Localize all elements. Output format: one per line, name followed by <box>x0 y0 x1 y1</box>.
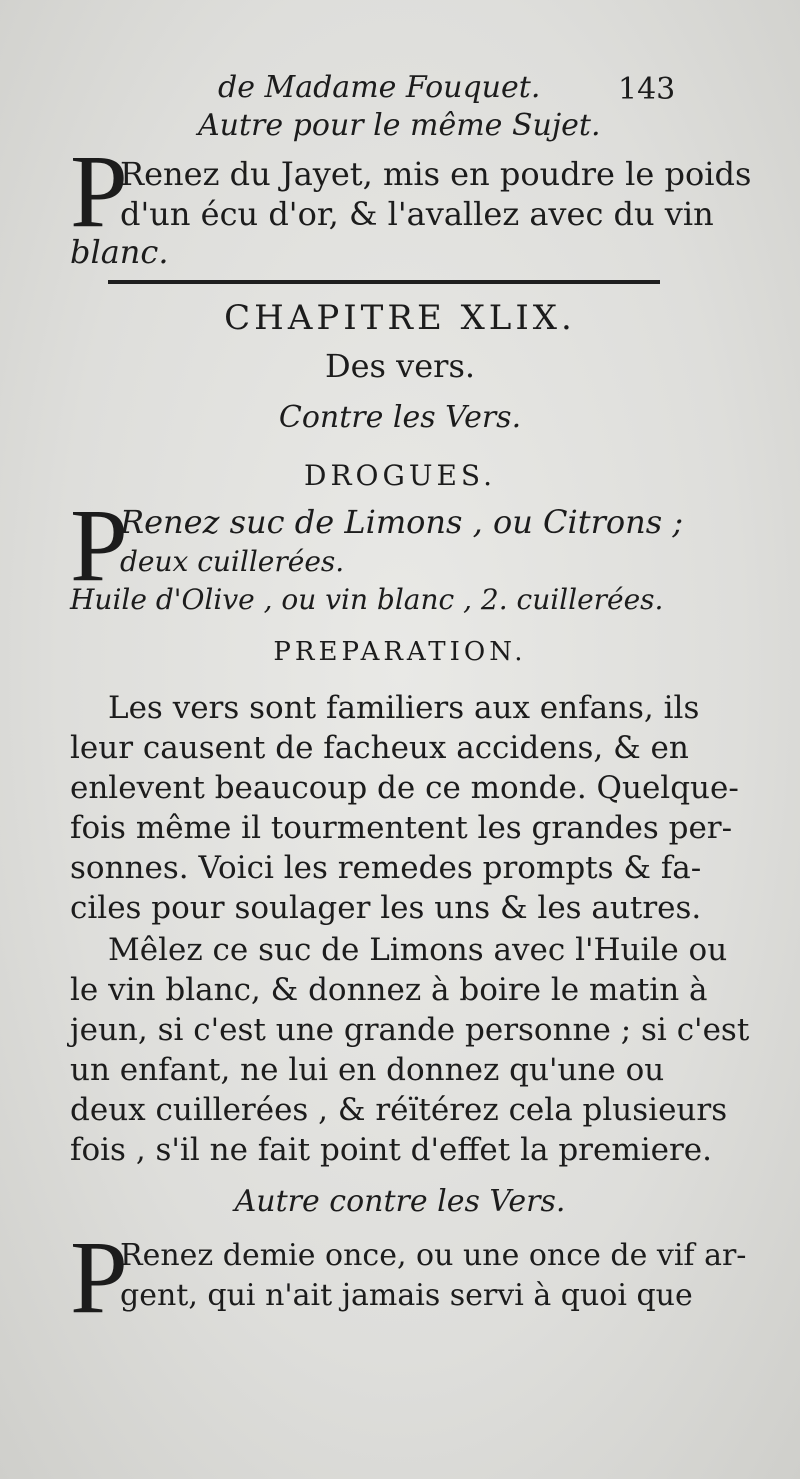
paragraph-line: Mêlez ce suc de Limons avec l'Huile ou <box>108 932 728 968</box>
running-title: de Madame Fouquet. <box>218 70 541 105</box>
chapter-subject: Des vers. <box>324 347 476 385</box>
text-line: d'un écu d'or, & l'avallez avec du vin <box>120 195 714 233</box>
drugs-heading: DROGUES. <box>304 459 496 492</box>
paragraph-line: le vin blanc, & donnez à boire le matin à <box>70 972 708 1008</box>
paragraph-line: Les vers sont familiers aux enfans, ils <box>108 690 700 726</box>
paragraph-line: enlevent beaucoup de ce monde. Quelque- <box>70 770 739 806</box>
paragraph-line: jeun, si c'est une grande personne ; si c'est <box>70 1012 750 1048</box>
text-line: blanc. <box>70 233 169 271</box>
paragraph-line: fois , s'il ne fait point d'effet la premiere. <box>70 1132 713 1168</box>
section-title: Autre pour le même Sujet. <box>198 108 601 143</box>
page-number: 143 <box>618 72 676 107</box>
paragraph-line: un enfant, ne lui en donnez qu'une ou <box>70 1052 665 1088</box>
paragraph-line: ciles pour soulager les uns & les autres. <box>70 890 702 926</box>
text-line: Renez demie once, ou une once de vif ar- <box>120 1238 747 1273</box>
drop-cap: P <box>70 1220 128 1335</box>
paragraph-line: deux cuillerées , & réïtérez cela plusieurs <box>70 1092 728 1128</box>
preparation-heading: PREPARATION. <box>273 637 527 667</box>
drug-line: Huile d'Olive , ou vin blanc , 2. cuillerées. <box>70 583 664 616</box>
paragraph-line: leur causent de facheux accidens, & en <box>70 730 689 766</box>
paragraph-line: fois même il tourmentent les grandes per- <box>70 810 733 846</box>
section-title: Autre contre les Vers. <box>234 1184 566 1219</box>
text-line: Renez du Jayet, mis en poudre le poids <box>120 155 752 193</box>
drop-cap: P <box>70 134 128 249</box>
recipe-title: Contre les Vers. <box>278 400 522 435</box>
chapter-heading: CHAPITRE XLIX. <box>224 298 576 338</box>
text-line: gent, qui n'ait jamais servi à quoi que <box>120 1278 693 1313</box>
paragraph-line: sonnes. Voici les remedes prompts & fa- <box>70 850 702 886</box>
chapter-divider <box>108 280 660 284</box>
drop-cap: P <box>70 488 128 603</box>
drug-line: Renez suc de Limons , ou Citrons ; <box>120 503 684 541</box>
drug-line: deux cuillerées. <box>120 545 345 578</box>
